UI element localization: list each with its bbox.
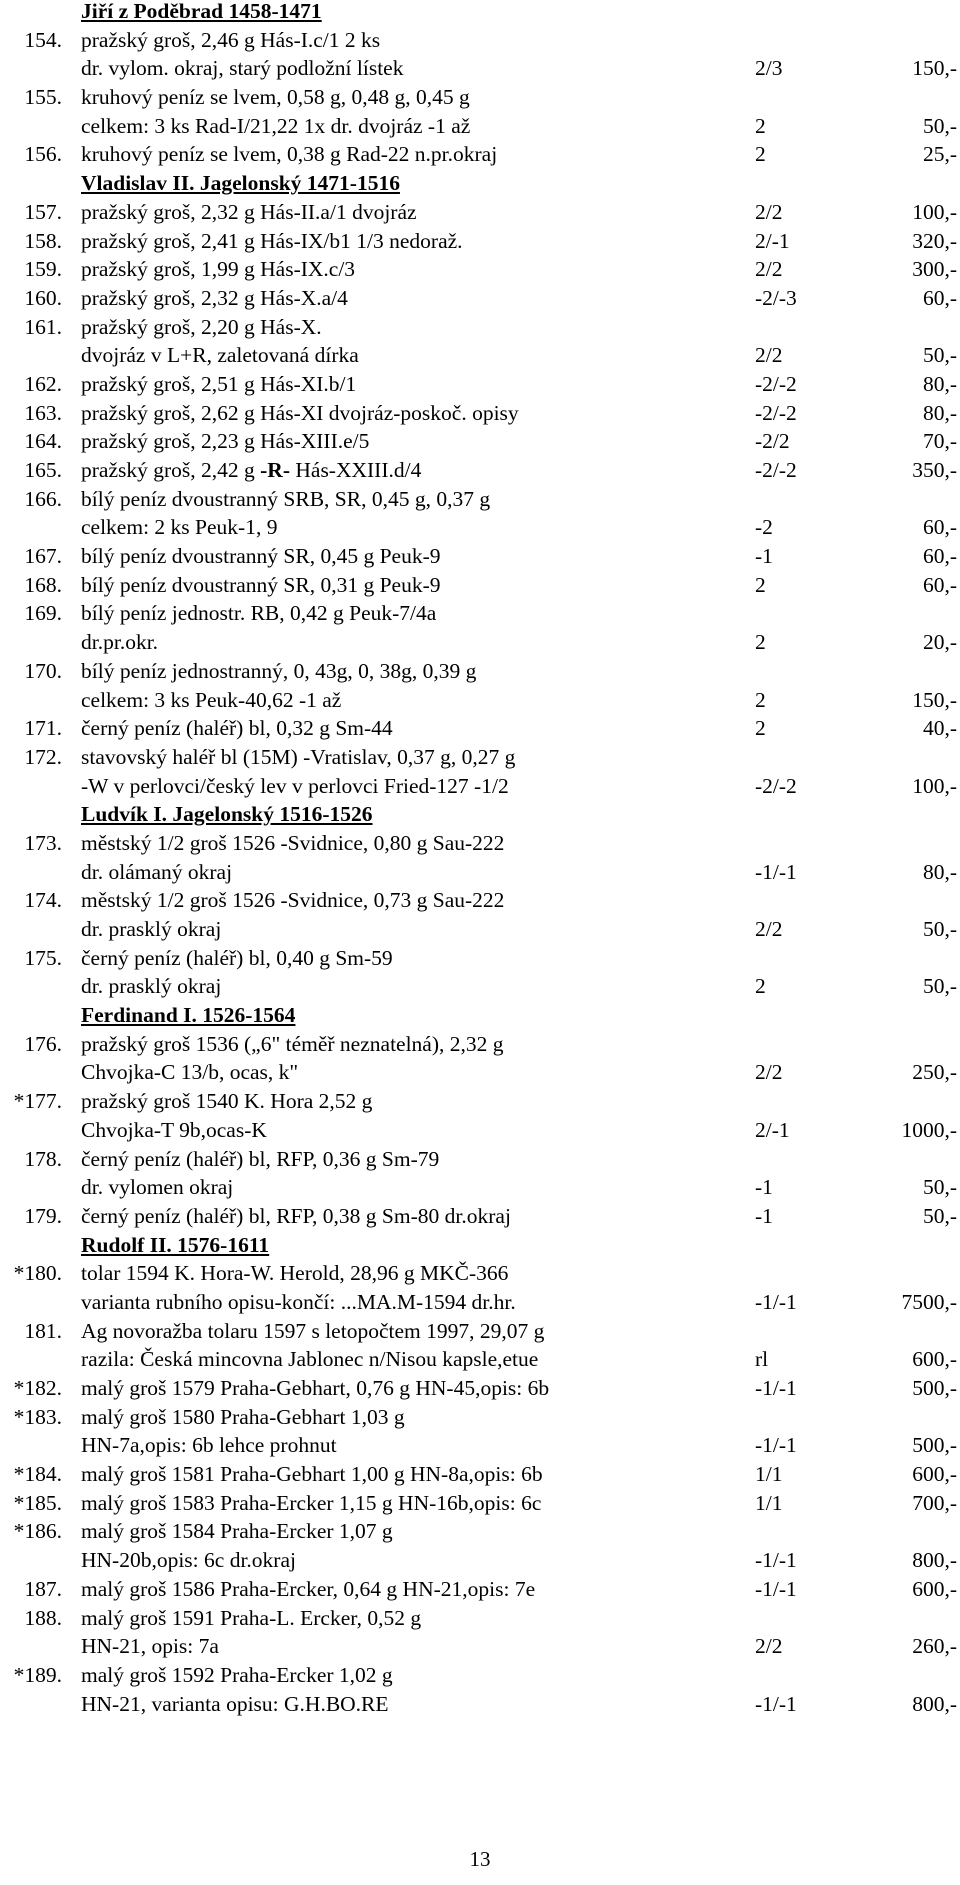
ruler-heading: Ferdinand I. 1526-1564: [81, 1003, 296, 1028]
item-condition: -1/-1: [755, 1576, 797, 1601]
item-description: pražský groš 1540 K. Hora 2,52 g: [81, 1089, 373, 1114]
catalog-line: [0, 1604, 960, 1633]
item-description: malý groš 1592 Praha-Ercker 1,02 g: [81, 1662, 393, 1687]
item-price: 600,-: [912, 1347, 957, 1372]
item-description: HN-21, opis: 7a: [81, 1634, 219, 1659]
item-description: malý groš 1586 Praha-Ercker, 0,64 g HN-21,opis: 7e: [81, 1576, 536, 1601]
catalog-line: [0, 714, 960, 743]
section-heading: [0, 169, 960, 198]
catalog-line: [0, 1202, 960, 1231]
catalog-line: [0, 1030, 960, 1059]
item-condition: 2/-1: [755, 228, 790, 253]
item-condition: 2: [755, 142, 766, 167]
ruler-heading: Vladislav II. Jagelonský 1471-1516: [81, 171, 400, 196]
catalog-line: [0, 227, 960, 256]
item-description: malý groš 1583 Praha-Ercker 1,15 g HN-16b,opis: 6c: [81, 1490, 542, 1515]
catalog-line: [0, 83, 960, 112]
item-number: 169.: [24, 601, 62, 626]
catalog-line: [0, 1632, 960, 1661]
item-description: dr.pr.okr.: [81, 630, 159, 655]
item-condition: 2: [755, 113, 766, 138]
item-description: kruhový peníz se lvem, 0,58 g, 0,48 g, 0,45 g: [81, 85, 470, 110]
item-price: 80,-: [922, 859, 957, 884]
item-description: Ag novoražba tolaru 1597 s letopočtem 1997, 29,07 g: [81, 1318, 545, 1343]
item-price: 7500,-: [901, 1289, 957, 1314]
item-number: 188.: [24, 1605, 62, 1630]
item-price: 60,-: [922, 544, 957, 569]
item-description: městský 1/2 groš 1526 -Svidnice, 0,73 g Sau-222: [81, 888, 505, 913]
item-number: *177.: [13, 1089, 62, 1114]
catalog-line: [0, 944, 960, 973]
catalog-line: [0, 1374, 960, 1403]
catalog-line: [0, 1403, 960, 1432]
item-price: 1000,-: [901, 1117, 957, 1142]
item-price: 320,-: [912, 228, 957, 253]
catalog-line: [0, 686, 960, 715]
item-number: 159.: [24, 257, 62, 282]
item-condition: 2: [755, 630, 766, 655]
item-price: 50,-: [922, 974, 957, 999]
catalog-line: [0, 829, 960, 858]
item-description: varianta rubního opisu-končí: ...MA.M-1594 dr.hr.: [81, 1289, 516, 1314]
item-condition: -1: [755, 1175, 773, 1200]
item-condition: -1: [755, 544, 773, 569]
ruler-heading: Ludvík I. Jagelonský 1516-1526: [81, 802, 373, 827]
catalog-line: [0, 858, 960, 887]
item-condition: 2: [755, 716, 766, 741]
item-description: pražský groš, 2,23 g Hás-XIII.e/5: [81, 429, 370, 454]
item-price: 40,-: [922, 716, 957, 741]
item-price: 50,-: [922, 343, 957, 368]
catalog-line: [0, 772, 960, 801]
item-number: 171.: [24, 716, 62, 741]
catalog-line: [0, 1517, 960, 1546]
item-price: 60,-: [922, 515, 957, 540]
item-description: malý groš 1580 Praha-Gebhart 1,03 g: [81, 1404, 405, 1429]
catalog-line: [0, 628, 960, 657]
item-price: 600,-: [912, 1576, 957, 1601]
catalog-line: [0, 112, 960, 141]
item-description: HN-20b,opis: 6c dr.okraj: [81, 1548, 296, 1573]
item-number: 165.: [24, 458, 62, 482]
catalog-line: [0, 370, 960, 399]
item-description: malý groš 1591 Praha-L. Ercker, 0,52 g: [81, 1605, 422, 1630]
section-heading: [0, 0, 960, 26]
item-price: 500,-: [912, 1376, 957, 1400]
catalog-line: [0, 1317, 960, 1346]
item-price: 100,-: [912, 199, 957, 224]
item-description: pražský groš, 2,62 g Hás-XI dvojráz-poskoč. opisy: [81, 400, 519, 425]
item-condition: -1/-1: [755, 859, 797, 884]
item-description: dr. olámaný okraj: [81, 859, 233, 884]
item-description: celkem: 3 ks Rad-I/21,22 1x dr. dvojráz -1 až: [81, 113, 471, 138]
item-number: *186.: [13, 1519, 62, 1544]
item-condition: -2/-2: [755, 400, 797, 425]
item-description: HN-7a,opis: 6b lehce prohnut: [81, 1433, 337, 1458]
item-price: 800,-: [912, 1548, 957, 1573]
catalog-line: [0, 284, 960, 313]
item-condition: 2/-1: [755, 1117, 790, 1142]
item-condition: -1/-1: [755, 1548, 797, 1573]
item-condition: 2/2: [755, 917, 783, 941]
catalog-line: [0, 743, 960, 772]
item-description: bílý peníz jednostr. RB, 0,42 g Peuk-7/4a: [81, 601, 437, 626]
ruler-heading: Jiří z Poděbrad 1458-1471: [81, 0, 322, 23]
item-description: černý peníz (haléř) bl, 0,40 g Sm-59: [81, 945, 393, 970]
item-description: dvojráz v L+R, zaletovaná dírka: [81, 343, 359, 368]
item-number: 164.: [24, 429, 62, 454]
item-description: dr. vylomen okraj: [81, 1175, 234, 1200]
catalog-line: [0, 571, 960, 600]
catalog-line: [0, 1460, 960, 1489]
item-description: dr. prasklý okraj: [81, 974, 222, 999]
item-number: 187.: [24, 1576, 62, 1601]
item-description: Chvojka-T 9b,ocas-K: [81, 1117, 267, 1142]
catalog-line: [0, 1575, 960, 1604]
item-condition: 2/2: [755, 1060, 783, 1085]
item-number: 170.: [24, 658, 62, 683]
item-price: 300,-: [912, 257, 957, 282]
item-number: *189.: [13, 1662, 62, 1687]
item-condition: -2/-2: [755, 773, 797, 798]
item-price: 600,-: [912, 1462, 957, 1487]
catalog-line: [0, 542, 960, 571]
item-condition: -2/-3: [755, 285, 797, 310]
item-description: malý groš 1579 Praha-Gebhart, 0,76 g HN-45,opis: 6b: [81, 1376, 550, 1400]
item-number: 175.: [24, 945, 62, 970]
item-description: [81, 456, 421, 485]
item-price: 70,-: [922, 429, 957, 454]
catalog-line: [0, 341, 960, 370]
catalog-line: [0, 886, 960, 915]
item-price: 700,-: [912, 1490, 957, 1515]
item-condition: -2/-2: [755, 371, 797, 396]
ruler-heading: Rudolf II. 1576-1611: [81, 1232, 270, 1257]
item-description: městský 1/2 groš 1526 -Svidnice, 0,80 g Sau-222: [81, 830, 505, 855]
catalog-line: [0, 1116, 960, 1145]
item-number: 158.: [24, 228, 62, 253]
item-price: 60,-: [922, 285, 957, 310]
item-number: *184.: [13, 1462, 62, 1487]
item-condition: -2/2: [755, 429, 790, 454]
item-description: -W v perlovci/český lev v perlovci Fried-127 -1/2: [81, 773, 509, 798]
item-price: 20,-: [922, 630, 957, 655]
item-number: *180.: [13, 1261, 62, 1286]
item-description: razila: Česká mincovna Jablonec n/Nisou kapsle,etue: [81, 1347, 539, 1372]
catalog-line: [0, 599, 960, 628]
item-condition: 2: [755, 974, 766, 999]
item-description: kruhový peníz se lvem, 0,38 g Rad-22 n.pr.okraj: [81, 142, 498, 167]
page-number: 13: [469, 1847, 491, 1871]
item-price: 80,-: [922, 400, 957, 425]
catalog-line: [0, 972, 960, 1001]
section-heading: [0, 1001, 960, 1030]
item-number: 181.: [24, 1318, 62, 1343]
item-price: 150,-: [912, 56, 957, 81]
item-condition: -2/-2: [755, 458, 797, 482]
catalog-line: [0, 1058, 960, 1087]
item-price: 150,-: [912, 687, 957, 712]
item-number: 179.: [24, 1203, 62, 1228]
item-description: dr. vylom. okraj, starý podložní lístek: [81, 56, 404, 81]
item-number: 172.: [24, 744, 62, 769]
catalog-line: [0, 657, 960, 686]
item-condition: 2/2: [755, 343, 783, 368]
item-condition: -1/-1: [755, 1376, 797, 1400]
item-number: 166.: [24, 486, 62, 511]
catalog-line: [0, 1431, 960, 1460]
catalog-line: [0, 313, 960, 342]
item-number: 160.: [24, 285, 62, 310]
item-number: 155.: [24, 85, 62, 110]
item-description: HN-21, varianta opisu: G.H.BO.RE: [81, 1691, 389, 1716]
catalog-line: [0, 485, 960, 514]
catalog-line: [0, 255, 960, 284]
item-description: pražský groš 1536 („6" téměř neznatelná), 2,32 g: [81, 1031, 504, 1056]
item-number: 163.: [24, 400, 62, 425]
item-condition: -1/-1: [755, 1433, 797, 1458]
item-number: 168.: [24, 572, 62, 597]
catalog-line: [0, 427, 960, 456]
item-description: černý peníz (haléř) bl, RFP, 0,38 g Sm-80 dr.okraj: [81, 1203, 511, 1228]
item-number: 162.: [24, 371, 62, 396]
item-price: 800,-: [912, 1691, 957, 1716]
item-price: 50,-: [922, 917, 957, 941]
item-description: stavovský haléř bl (15M) -Vratislav, 0,37 g, 0,27 g: [81, 744, 516, 769]
item-number: *183.: [13, 1404, 62, 1429]
catalog-line: [0, 1690, 960, 1719]
item-description: bílý peníz dvoustranný SR, 0,45 g Peuk-9: [81, 544, 441, 569]
catalog-line: [0, 1173, 960, 1202]
item-description: černý peníz (haléř) bl, 0,32 g Sm-44: [81, 716, 393, 741]
catalog-line: [0, 198, 960, 227]
item-price: 50,-: [922, 1175, 957, 1200]
item-description: černý peníz (haléř) bl, RFP, 0,36 g Sm-79: [81, 1146, 440, 1171]
catalog-line: [0, 456, 960, 485]
item-condition: -2: [755, 515, 773, 540]
item-price: 250,-: [912, 1060, 957, 1085]
item-number: 154.: [24, 27, 62, 52]
item-price: 50,-: [922, 113, 957, 138]
item-number: 167.: [24, 544, 62, 569]
item-condition: rl: [755, 1347, 769, 1372]
item-condition: 2/2: [755, 199, 783, 224]
item-condition: -1/-1: [755, 1691, 797, 1716]
item-description: dr. prasklý okraj: [81, 917, 222, 941]
item-condition: 2: [755, 572, 766, 597]
item-price: 350,-: [912, 458, 957, 482]
item-description: pražský groš, 2,20 g Hás-X.: [81, 314, 322, 339]
item-number: 156.: [24, 142, 62, 167]
item-description: pražský groš, 1,99 g Hás-IX.c/3: [81, 257, 356, 282]
catalog-line: [0, 1546, 960, 1575]
catalog-line: [0, 1259, 960, 1288]
item-price: 60,-: [922, 572, 957, 597]
item-price: 25,-: [922, 142, 957, 167]
item-number: 176.: [24, 1031, 62, 1056]
item-price: 100,-: [912, 773, 957, 798]
item-description: pražský groš, 2,32 g Hás-X.a/4: [81, 285, 348, 310]
section-heading: [0, 1231, 960, 1260]
item-description: pražský groš, 2,51 g Hás-XI.b/1: [81, 371, 357, 396]
item-price: 500,-: [912, 1433, 957, 1458]
item-condition: 1/1: [755, 1462, 783, 1487]
catalog-line: [0, 140, 960, 169]
catalog-line: [0, 1489, 960, 1518]
item-description: pražský groš, 2,46 g Hás-I.c/1 2 ks: [81, 27, 381, 52]
item-number: *185.: [13, 1490, 62, 1515]
item-description: malý groš 1584 Praha-Ercker 1,07 g: [81, 1519, 393, 1544]
item-price: 80,-: [922, 371, 957, 396]
item-description: bílý peníz dvoustranný SRB, SR, 0,45 g, 0,37 g: [81, 486, 491, 511]
item-condition: 2/2: [755, 1634, 783, 1659]
catalog-line: [0, 1288, 960, 1317]
catalog-line: [0, 1661, 960, 1690]
item-description: bílý peníz jednostranný, 0, 43g, 0, 38g, 0,39 g: [81, 658, 477, 683]
item-description: Chvojka-C 13/b, ocas, k": [81, 1060, 299, 1085]
item-condition: -1: [755, 1203, 773, 1228]
section-heading: [0, 800, 960, 829]
rarity-mark: -R-: [260, 458, 290, 482]
item-condition: 2/2: [755, 257, 783, 282]
catalog-line: [0, 399, 960, 428]
item-number: 178.: [24, 1146, 62, 1171]
item-price: 50,-: [922, 1203, 957, 1228]
item-number: 173.: [24, 830, 62, 855]
item-description: celkem: 3 ks Peuk-40,62 -1 až: [81, 687, 342, 712]
catalog-line: [0, 1087, 960, 1116]
catalog-line: [0, 26, 960, 55]
item-description: celkem: 2 ks Peuk-1, 9: [81, 515, 278, 540]
item-condition: 1/1: [755, 1490, 783, 1515]
catalog-line: [0, 1145, 960, 1174]
item-price: 260,-: [912, 1634, 957, 1659]
item-number: 157.: [24, 199, 62, 224]
description-part: pražský groš, 2,42 g: [81, 458, 261, 482]
item-condition: 2: [755, 687, 766, 712]
item-condition: -1/-1: [755, 1289, 797, 1314]
catalog-line: [0, 54, 960, 83]
item-description: malý groš 1581 Praha-Gebhart 1,00 g HN-8a,opis: 6b: [81, 1462, 543, 1487]
item-description: tolar 1594 K. Hora-W. Herold, 28,96 g MKČ-366: [81, 1261, 509, 1286]
item-condition: 2/3: [755, 56, 783, 81]
catalog-line: [0, 915, 960, 944]
description-part: Hás-XXIII.d/4: [290, 458, 422, 482]
item-description: bílý peníz dvoustranný SR, 0,31 g Peuk-9: [81, 572, 441, 597]
item-description: pražský groš, 2,41 g Hás-IX/b1 1/3 nedorаž.: [81, 228, 463, 253]
catalog-line: [0, 513, 960, 542]
item-number: 161.: [24, 314, 62, 339]
item-description: pražský groš, 2,32 g Hás-II.a/1 dvojráz: [81, 199, 417, 224]
item-number: *182.: [13, 1376, 62, 1400]
catalog-line: [0, 1345, 960, 1374]
item-number: 174.: [24, 888, 62, 913]
